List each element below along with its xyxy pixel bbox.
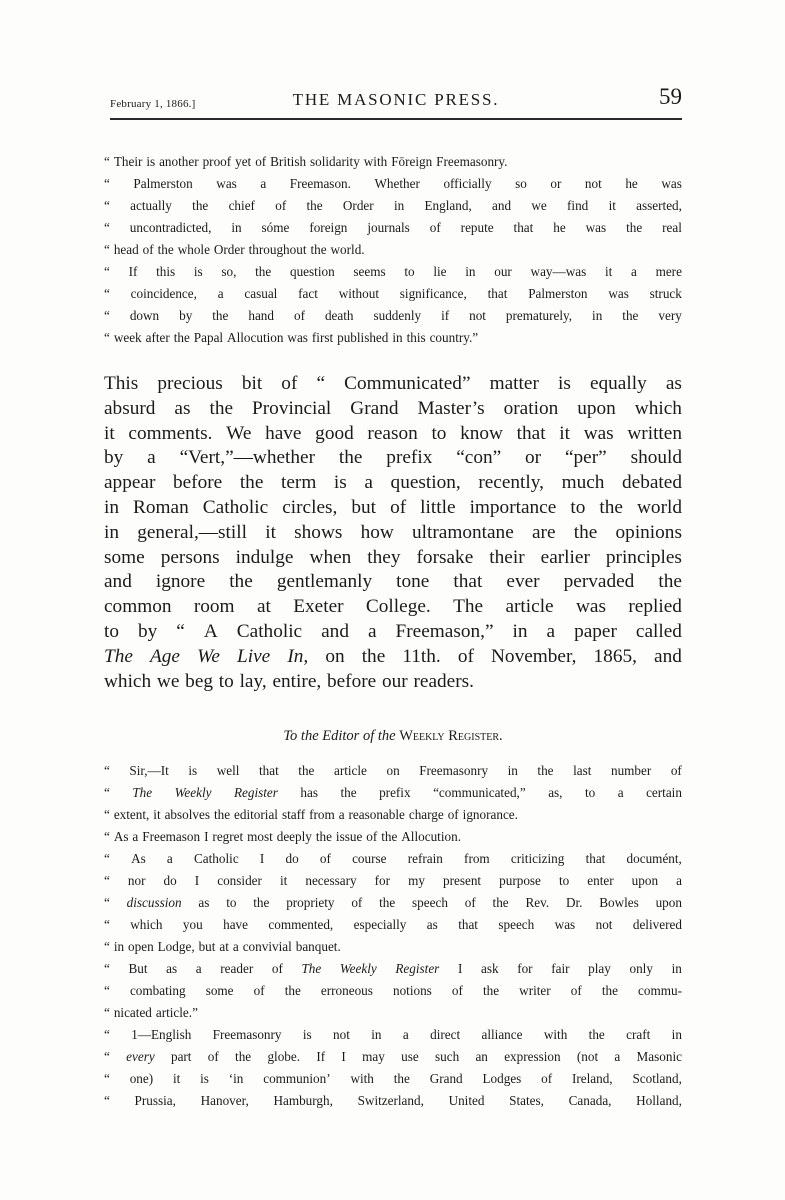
letter-heading [104, 728, 682, 745]
issue-date: February 1, 1866.] [110, 98, 196, 110]
text-line: which we beg to lay, entire, before our readers. [104, 670, 474, 692]
text-line: “ As a Catholic I do of course refrain from criticizing that documént, [104, 851, 682, 866]
text-line: appear before the term is a question, recently, much debated [104, 472, 682, 494]
text-line: “ uncontradicted, in sóme foreign journals of repute that he was the real [104, 220, 682, 235]
text-line: The Age We Live In, on the 11th. of November, 1865, and [104, 645, 682, 667]
letter-heading-publication: Weekly Register. [399, 728, 503, 744]
text-line: “ week after the Papal Allocution was first published in this country.” [104, 330, 479, 345]
text-line: “ in open Lodge, but at a convivial banquet. [104, 939, 341, 954]
text-line: “ every part of the globe. If I may use such an expression (not a Masonic [104, 1049, 682, 1064]
quoted-letter [104, 760, 682, 1112]
text-line: by a “Vert,”—whether the prefix “con” or “per” should [104, 447, 682, 469]
text-line: “ As a Freemason I regret most deeply the issue of the Allocution. [104, 829, 461, 844]
text-line: “ The Weekly Register has the prefix “communicated,” as, to a certain [104, 785, 682, 800]
text-line: This precious bit of “ Communicated” matter is equally as [104, 373, 682, 394]
running-header [110, 84, 682, 112]
text-line: in general,—still it shows how ultramontane are the opinions [104, 521, 682, 543]
text-line: “ extent, it absolves the editorial staff from a reasonable charge of ignorance. [104, 807, 518, 822]
text-line: “ 1—English Freemasonry is not in a direct alliance with the craft in [104, 1027, 682, 1042]
text-line: “ discussion as to the propriety of the speech of the Rev. Dr. Bowles upon [104, 895, 682, 910]
header-rule [110, 118, 682, 120]
text-line: “ actually the chief of the Order in England, and we find it asserted, [104, 198, 682, 213]
page-number: 59 [659, 84, 682, 109]
text-line: “ But as a reader of The Weekly Register I ask for fair play only in [104, 961, 682, 976]
text-line: “ one) it is ‘in communion’ with the Grand Lodges of Ireland, Scotland, [104, 1071, 682, 1086]
text-line: “ nicated article.” [104, 1005, 198, 1020]
text-line: it comments. We have good reason to know that it was written [104, 422, 682, 444]
text-line: “ Prussia, Hanover, Hamburgh, Switzerland, United States, Canada, Holland, [104, 1093, 682, 1108]
text-line: “ down by the hand of death suddenly if not prematurely, in the very [104, 308, 682, 323]
letter-heading-prefix: To the Editor of the [283, 728, 396, 744]
text-line: “ nor do I consider it necessary for my present purpose to enter upon a [104, 873, 682, 888]
text-line: absurd as the Provincial Grand Master’s oration upon which [104, 397, 682, 419]
text-line: “ Sir,—It is well that the article on Freemasonry in the last number of [104, 763, 682, 778]
text-line: “ If this is so, the question seems to lie in our way—was it a mere [104, 264, 682, 279]
text-line: some persons indulge when they forsake their earlier principles [104, 546, 682, 568]
quoted-passage-1 [104, 151, 682, 349]
text-line: in Roman Catholic circles, but of little importance to the world [104, 496, 682, 518]
text-line: “ head of the whole Order throughout the world. [104, 242, 365, 257]
text-line: common room at Exeter College. The article was replied [104, 596, 682, 618]
text-line: “ which you have commented, especially as that speech was not delivered [104, 917, 682, 932]
journal-title: THE MASONIC PRESS. [292, 90, 500, 109]
text-line: “ Palmerston was a Freemason. Whether officially so or not he was [104, 176, 682, 191]
text-line: and ignore the gentlemanly tone that ever pervaded the [104, 571, 682, 593]
body-paragraph [104, 372, 682, 694]
text-line: to by “ A Catholic and a Freemason,” in a paper called [104, 620, 682, 642]
text-line: “ Their is another proof yet of British solidarity with Fōreign Freemasonry. [104, 154, 508, 169]
text-line: “ coincidence, a casual fact without significance, that Palmerston was struck [104, 286, 682, 301]
text-line: “ combating some of the erroneous notions of the writer of the commu- [104, 983, 682, 998]
